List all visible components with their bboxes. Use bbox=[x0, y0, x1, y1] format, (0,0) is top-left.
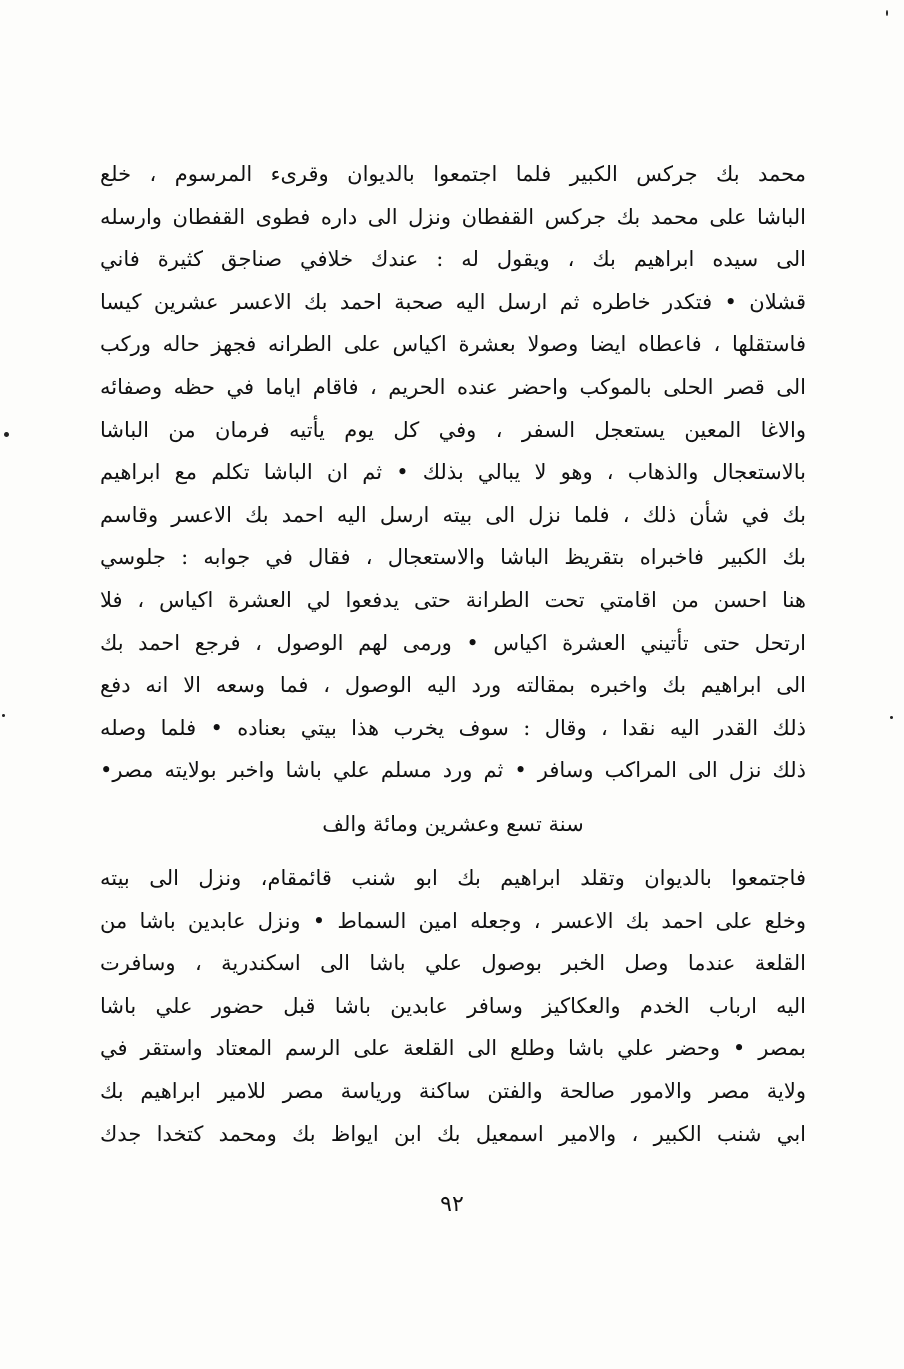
text-line: فاجتمعوا بالديوان وتقلد ابراهيم بك ابو شنب قائمقام، ونزل الى بيته bbox=[100, 866, 806, 890]
text-line: محمد بك جركس الكبير فلما اجتمعوا بالديوان وقرىء المرسوم ، خلع bbox=[100, 162, 806, 186]
text-line: هنا احسن من اقامتي تحت الطرانة حتى يدفعوا لي العشرة اكياس ، فلا bbox=[100, 587, 806, 612]
text-line: ولاية مصر والامور صالحة والفتن ساكنة ورياسة مصر للامير ابراهيم بك bbox=[100, 1078, 806, 1103]
text-line: اليه ارباب الخدم والعكاكيز وسافر عابدين باشا قبل حضور علي باشا bbox=[100, 993, 806, 1018]
scan-speck bbox=[4, 432, 9, 437]
text-line: وخلع على احمد بك الاعسر ، وجعله امين السماط • ونزل عابدين باشا من bbox=[100, 908, 806, 933]
text-line: والاغا المعين يستعجل السفر ، وفي كل يوم يأتيه فرمان من الباشا bbox=[100, 417, 806, 442]
text-line: ابي شنب الكبير ، والامير اسمعيل بك ابن ايواظ بك ومحمد كتخدا جدك bbox=[100, 1121, 806, 1146]
text-line: قشلان • فتكدر خاطره ثم ارسل اليه صحبة احمد بك الاعسر عشرين كيسا bbox=[100, 289, 806, 314]
text-line: ارتحل حتى تأتيني العشرة اكياس • ورمى لهم الوصول ، فرجع احمد بك bbox=[100, 630, 806, 655]
text-line: بمصر • وحضر علي باشا وطلع الى القلعة على الرسم المعتاد واستقر في bbox=[100, 1036, 806, 1061]
text-line: ذلك القدر اليه نقدا ، وقال : سوف يخرب هذا بيتي بعناده • فلما وصله bbox=[100, 715, 806, 740]
text-line: فاستقلها ، فاعطاه ايضا وصولا بعشرة اكياس على الطرانه فجهز حاله وركب bbox=[100, 332, 806, 357]
page-number: ٩٢ bbox=[440, 1192, 464, 1217]
text-line: بك في شأن ذلك ، فلما نزل الى بيته ارسل اليه احمد بك الاعسر وقاسم bbox=[100, 502, 806, 527]
text-line: الى ابراهيم بك واخبره بمقالته ورد اليه الوصول ، فما وسعه الا انه دفع bbox=[100, 673, 806, 698]
text-line: القلعة عندما وصل الخبر بوصول علي باشا الى اسكندرية ، وسافرت bbox=[100, 951, 806, 976]
scan-speck bbox=[890, 716, 893, 719]
text-line: الى قصر الحلى بالموكب واحضر عنده الحريم ، فاقام اياما في حظه وصفائه bbox=[100, 374, 806, 399]
paragraph-1 bbox=[100, 153, 806, 792]
text-line: الى سيده ابراهيم بك ، ويقول له : عندك خلافي صناجق كثيرة فاني bbox=[100, 247, 806, 272]
paragraph-2 bbox=[100, 857, 806, 1155]
text-line: ذلك نزل الى المراكب وسافر • ثم ورد مسلم علي باشا واخبر بولايته مصر• bbox=[100, 758, 806, 783]
scan-speck bbox=[886, 10, 888, 16]
section-heading: سنة تسع وعشرين ومائة والف bbox=[322, 812, 584, 836]
text-line: الباشا على محمد بك جركس القفطان ونزل الى داره فطوى القفطان وارسله bbox=[100, 204, 806, 229]
scan-speck bbox=[2, 714, 5, 717]
text-line: بالاستعجال والذهاب ، وهو لا يبالي بذلك • ثم ان الباشا تكلم مع ابراهيم bbox=[100, 460, 806, 485]
text-line: بك الكبير فاخبراه بتقريظ الباشا والاستعجال ، فقال في جوابه : جلوسي bbox=[100, 545, 806, 570]
